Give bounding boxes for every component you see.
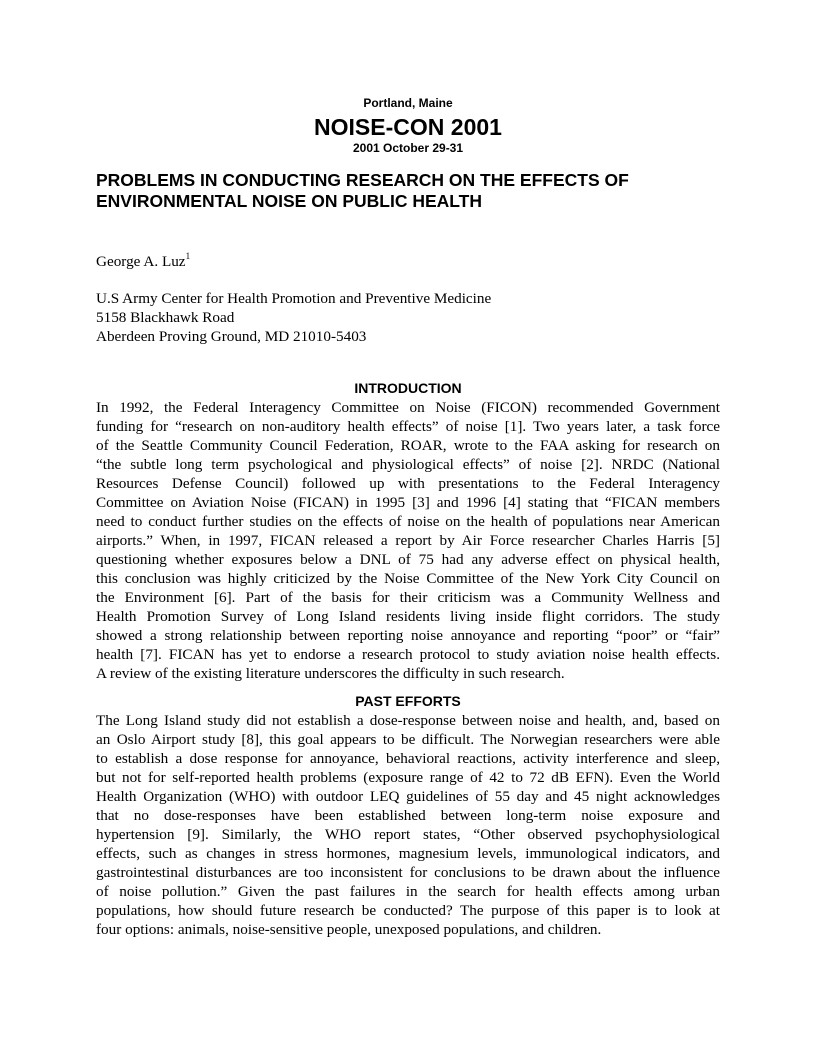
text-line: to establish a dose response for annoyance, behavioral reactions, activity interference and sleep, — [96, 750, 720, 767]
text-line: “the subtle long term psychological and physiological effects” of noise [2]. NRDC (National — [96, 456, 720, 473]
affiliation-line: Aberdeen Proving Ground, MD 21010-5403 — [96, 328, 367, 345]
text-line: questioning whether exposures below a DNL of 75 had any adverse effect on physical health, — [96, 551, 720, 568]
text-line: that no dose-responses have been established between long-term noise exposure and — [96, 807, 720, 824]
text-line: In 1992, the Federal Interagency Committee on Noise (FICON) recommended Government — [96, 399, 720, 416]
conference-name: NOISE-CON 2001 — [314, 114, 502, 140]
author — [96, 252, 190, 271]
text-line: an Oslo Airport study [8], this goal appears to be difficult. The Norwegian researchers were able — [96, 731, 720, 748]
author-affiliation — [96, 289, 491, 346]
text-line: Health Organization (WHO) with outdoor LEQ guidelines of 55 day and 45 night acknowledges — [96, 788, 720, 805]
paper-title — [96, 170, 736, 212]
text-line: health [7]. FICAN has yet to endorse a research protocol to study aviation noise health effects. — [96, 646, 720, 663]
past-efforts-paragraph — [96, 711, 720, 939]
text-line: funding for “research on non-auditory health effects” of noise [1]. Two years later, a task force — [96, 418, 720, 435]
text-line: A review of the existing literature underscores the difficulty in such research. — [96, 665, 565, 682]
text-line: gastrointestinal disturbances are too inconsistent for conclusions to be drawn about the influence — [96, 864, 720, 881]
text-line: hypertension [9]. Similarly, the WHO report states, “Other observed psychophysiological — [96, 826, 720, 843]
text-line: Health Promotion Survey of Long Island residents living inside flight corridors. The study — [96, 608, 720, 625]
section-heading-introduction: INTRODUCTION — [354, 380, 462, 396]
conference-location: Portland, Maine — [363, 96, 453, 110]
author-footnote-mark: 1 — [185, 251, 191, 261]
text-line: need to conduct further studies on the effects of noise on the health of populations near American — [96, 513, 720, 530]
text-line: populations, how should future research be conducted? The purpose of this paper is to look at — [96, 902, 720, 919]
text-line: showed a strong relationship between reporting noise annoyance and reporting “poor” or “fair” — [96, 627, 720, 644]
text-line: Committee on Aviation Noise (FICAN) in 1995 [3] and 1996 [4] stating that “FICAN members — [96, 494, 720, 511]
text-line: the Environment [6]. Part of the basis for their criticism was a Community Wellness and — [96, 589, 720, 606]
text-line: Resources Defense Council) followed up with presentations to the Federal Interagency — [96, 475, 720, 492]
text-line: of noise pollution.” Given the past failures in the search for health effects among urban — [96, 883, 720, 900]
affiliation-line: 5158 Blackhawk Road — [96, 309, 235, 326]
text-line: effects, such as changes in stress hormones, magnesium levels, immunological indicators, and — [96, 845, 720, 862]
paper-title-line: PROBLEMS IN CONDUCTING RESEARCH ON THE EFFECTS OF — [96, 170, 629, 190]
text-line: of the Seattle Community Council Federation, ROAR, wrote to the FAA asking for research on — [96, 437, 720, 454]
text-line: but not for self-reported health problems (exposure range of 42 to 72 dB EFN). Even the World — [96, 769, 720, 786]
text-line: The Long Island study did not establish a dose-response between noise and health, and, based on — [96, 712, 720, 729]
conference-dates: 2001 October 29-31 — [352, 141, 464, 155]
section-heading-past-efforts: PAST EFFORTS — [355, 693, 461, 709]
text-line: this conclusion was highly criticized by the Noise Committee of the New York City Council on — [96, 570, 720, 587]
introduction-paragraph — [96, 398, 720, 683]
paper-title-line: ENVIRONMENTAL NOISE ON PUBLIC HEALTH — [96, 191, 482, 211]
text-line: four options: animals, noise-sensitive people, unexposed populations, and children. — [96, 921, 602, 938]
author-name: George A. Luz — [96, 253, 186, 270]
affiliation-line: U.S Army Center for Health Promotion and Preventive Medicine — [96, 290, 492, 307]
text-line: airports.” When, in 1997, FICAN released a report by Air Force researcher Charles Harris [5] — [96, 532, 720, 549]
